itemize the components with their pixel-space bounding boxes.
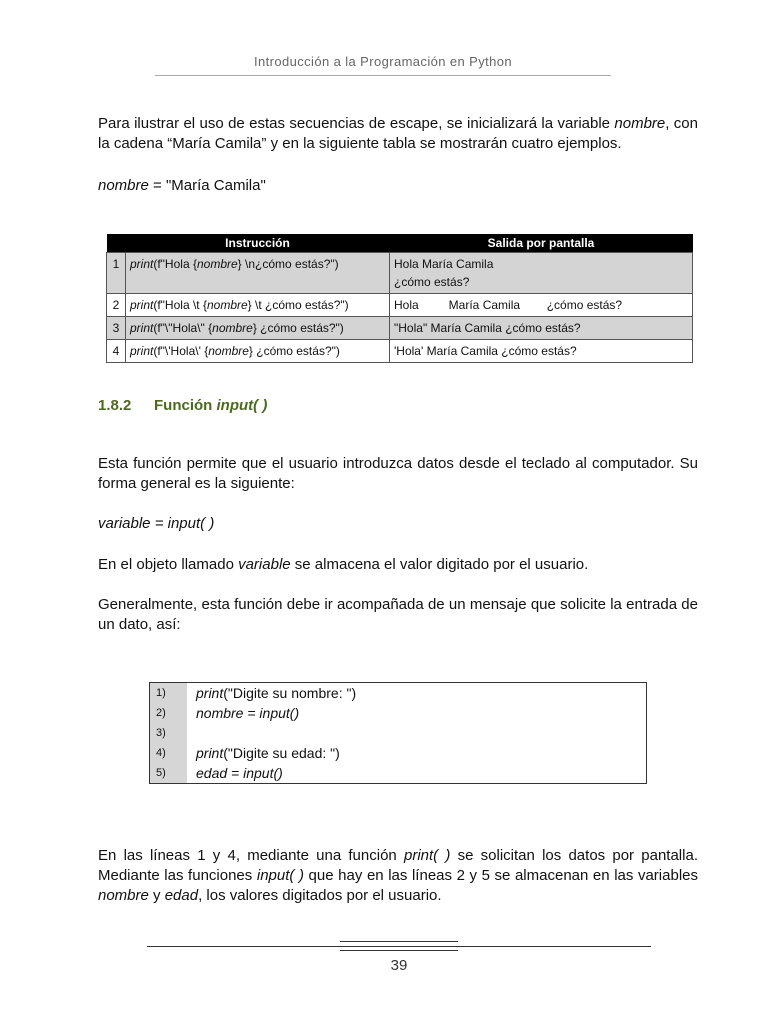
explanation-paragraph: En las líneas 1 y 4, mediante una función print( ) se solicitan los datos por pantalla. Mediante las funciones input( ) que hay en las líneas 2 y 5 se almacenan en las variables nombre y edad, los valores digitados por el usuario. (98, 847, 698, 904)
code-line: 2) nombre = input() (156, 705, 300, 721)
header-divider (155, 75, 611, 76)
row-number: 2 (107, 294, 126, 317)
code-example-box (149, 682, 647, 784)
row-number: 4 (107, 340, 126, 363)
running-header: Introducción a la Programación en Python (253, 54, 513, 69)
footer-divider-bottom (340, 950, 458, 951)
variable-paragraph: En el objeto llamado variable se almacena el valor digitado por el usuario. (98, 556, 589, 573)
code-line: 5) edad = input() (156, 765, 283, 781)
section-number: 1.8.2 (98, 397, 132, 414)
table-row (107, 317, 693, 340)
code-line: 1) print("Digite su nombre: ") (156, 685, 357, 701)
row-instruction: print(f"\'Hola\' {nombre} ¿cómo estás?") (126, 340, 390, 363)
message-paragraph: Generalmente, esta función debe ir acompañada de un mensaje que solicite la entrada de un dato, así: (98, 596, 698, 633)
intro-paragraph: Para ilustrar el uso de estas secuencias de escape, se inicializará la variable nombre, con la cadena “María Camila” y en la siguiente tabla se mostrarán cuatro ejemplos. (98, 115, 698, 152)
input-description-paragraph: Esta función permite que el usuario introduzca datos desde el teclado al computador. Su forma general es la siguiente: (98, 455, 698, 492)
footer-divider (147, 946, 651, 947)
row-number: 1 (107, 253, 126, 294)
row-output: 'Hola' María Camila ¿cómo estás? (390, 340, 693, 363)
code-line: 3) (156, 727, 166, 739)
table-header-instruction: Instrucción (126, 234, 390, 253)
table-row (107, 294, 693, 317)
escape-sequences-table (106, 234, 693, 363)
general-form: variable = input( ) (98, 515, 215, 532)
table-header-row (107, 234, 693, 253)
row-output: Hola María Camila ¿cómo estás? (390, 253, 693, 294)
row-instruction: print(f"\"Hola\" {nombre} ¿cómo estás?") (126, 317, 390, 340)
row-number: 3 (107, 317, 126, 340)
page-number: 39 (390, 957, 408, 974)
row-output: "Hola" María Camila ¿cómo estás? (390, 317, 693, 340)
row-instruction: print(f"Hola \t {nombre} \t ¿cómo estás?") (126, 294, 390, 317)
table-header-output: Salida por pantalla (390, 234, 693, 253)
row-instruction: print(f"Hola {nombre} \n¿cómo estás?") (126, 253, 390, 294)
table-row (107, 340, 693, 363)
table-header-blank (107, 234, 126, 253)
row-output: Hola María Camila ¿cómo estás? (390, 294, 693, 317)
table-row (107, 253, 693, 294)
footer-divider-top (340, 941, 458, 942)
section-heading: 1.8.2 Función input( ) (98, 397, 268, 414)
assignment-example: nombre = "María Camila" (98, 177, 266, 194)
code-line: 4) print("Digite su edad: ") (156, 745, 340, 761)
